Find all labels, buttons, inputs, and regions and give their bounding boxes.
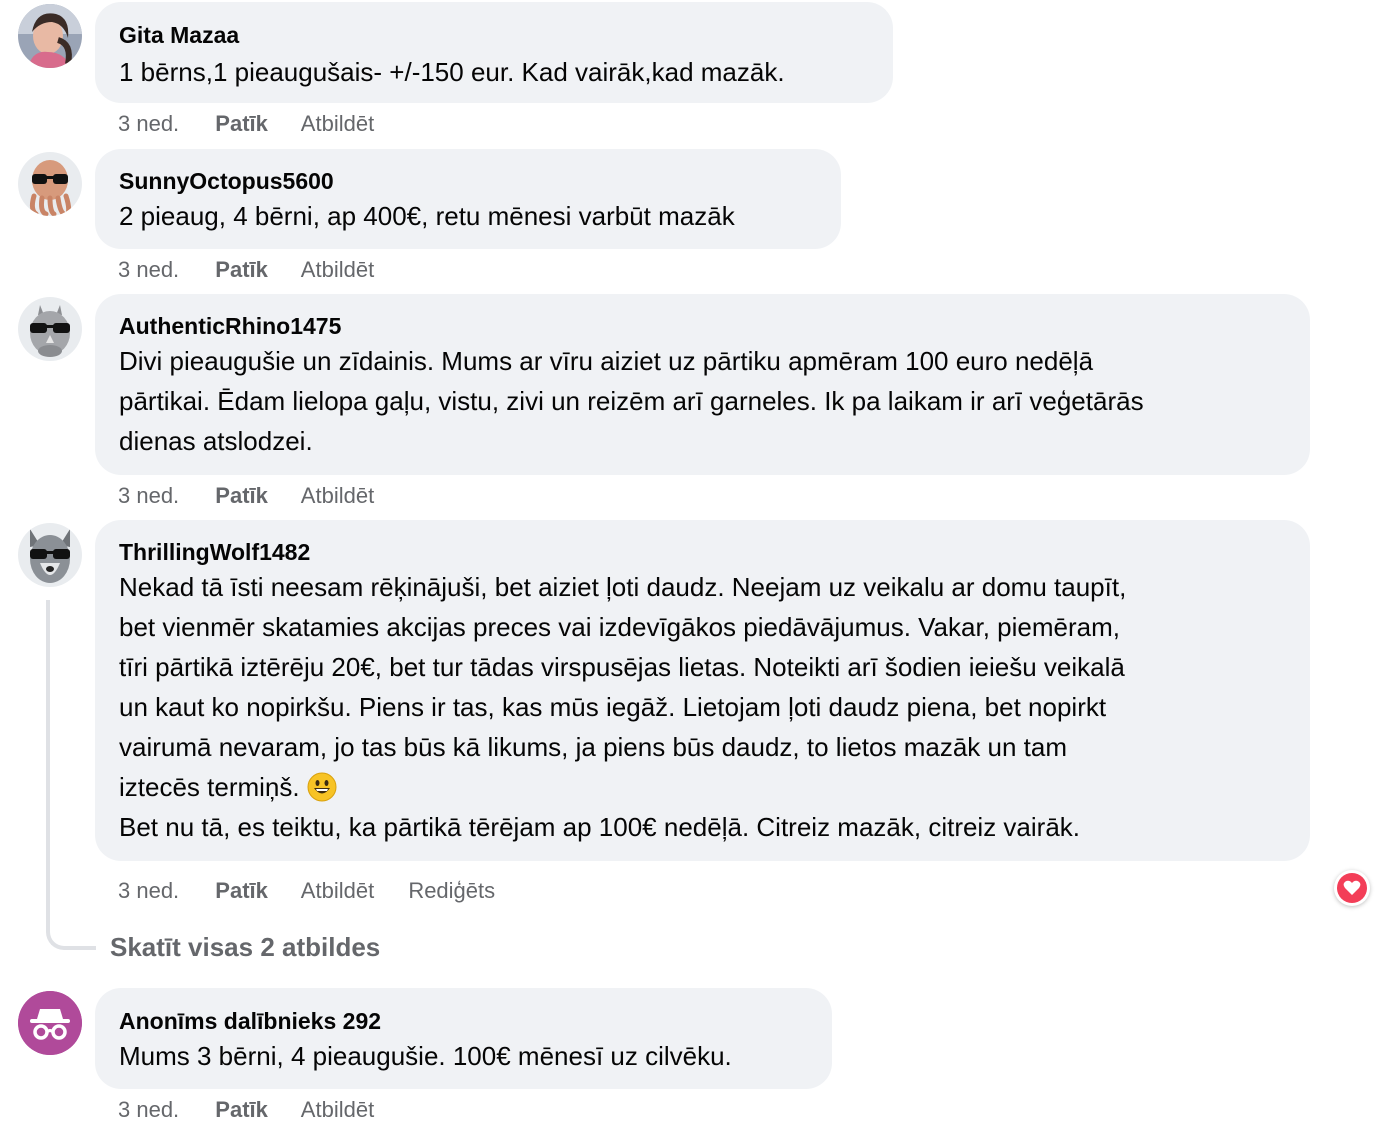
heart-reaction-icon — [1337, 873, 1367, 903]
reply-button[interactable]: Atbildēt — [300, 257, 375, 282]
like-button[interactable]: Patīk — [215, 111, 268, 136]
comment-bubble — [95, 988, 832, 1089]
comment-text-line: 1 bērns,1 pieaugušais- +/-150 eur. Kad vairāk,kad mazāk. — [119, 57, 785, 87]
avatar[interactable] — [18, 523, 82, 587]
like-button[interactable]: Patīk — [215, 878, 268, 903]
comment-actions — [118, 482, 402, 510]
comment-text-line: bet vienmēr skatamies akcijas preces vai izdevīgākos piedāvājumus. Vakar, piemēram, — [119, 612, 1120, 642]
reaction-badge[interactable] — [1334, 870, 1370, 906]
octopus-sunglasses-avatar-icon — [18, 152, 82, 216]
edited-label[interactable]: Rediģēts — [408, 878, 496, 903]
like-button[interactable]: Patīk — [215, 1097, 268, 1122]
reply-button[interactable]: Atbildēt — [300, 111, 375, 136]
comment-text-line: Mums 3 bērni, 4 pieaugušie. 100€ mēnesī uz cilvēku. — [119, 1041, 732, 1071]
comment-text-line: 2 pieaug, 4 bērni, ap 400€, retu mēnesi varbūt mazāk — [119, 201, 735, 231]
like-button[interactable]: Patīk — [215, 483, 268, 508]
comment-timestamp[interactable]: 3 ned. — [118, 257, 180, 282]
avatar[interactable] — [18, 297, 82, 361]
comment-author[interactable]: AuthenticRhino1475 — [119, 313, 342, 339]
avatar-photo-icon — [18, 4, 82, 68]
grinning-face-emoji-icon — [307, 772, 337, 802]
avatar[interactable] — [18, 4, 82, 68]
comment-actions — [118, 110, 402, 138]
comment-text — [119, 196, 817, 236]
comment-actions — [118, 256, 402, 284]
anonymous-incognito-icon — [18, 991, 82, 1055]
comment-text — [119, 567, 1286, 847]
comment-timestamp[interactable]: 3 ned. — [118, 1097, 180, 1122]
comment-author[interactable]: Anonīms dalībnieks 292 — [119, 1008, 382, 1034]
comment-actions — [118, 877, 523, 905]
comment-actions — [118, 1096, 402, 1124]
comment-timestamp[interactable]: 3 ned. — [118, 483, 180, 508]
heart-icon — [1343, 880, 1361, 896]
avatar[interactable] — [18, 152, 82, 216]
comment-bubble — [95, 2, 893, 103]
comment-text-line: tīri pārtikā iztērēju 20€, bet tur tādas virspusējas lietas. Noteikti arī šodien ieiešu veikalā — [119, 652, 1125, 682]
comment-text — [119, 341, 1286, 461]
view-all-replies-link[interactable]: Skatīt visas 2 atbildes — [110, 932, 381, 962]
comment-author[interactable]: SunnyOctopus5600 — [119, 168, 334, 194]
comment-text-line-with-emoji — [119, 767, 1286, 807]
comment-text-line: pārtikai. Ēdam lielopa gaļu, vistu, zivi un reizēm arī garneles. Ik pa laikam ir arī veģetārās — [119, 386, 1144, 416]
comment-text — [119, 52, 869, 92]
reply-thread-connector — [46, 600, 96, 950]
comment-author[interactable]: ThrillingWolf1482 — [119, 539, 311, 565]
avatar[interactable] — [18, 991, 82, 1055]
reply-button[interactable]: Atbildēt — [300, 483, 375, 508]
comment-text — [119, 1036, 808, 1076]
rhino-sunglasses-avatar-icon — [18, 297, 82, 361]
comment-text-line: vairumā nevaram, jo tas būs kā likums, ja piens būs daudz, to lietos mazāk un tam — [119, 732, 1067, 762]
comment-bubble — [95, 294, 1310, 475]
comment-bubble — [95, 520, 1310, 861]
comment-text-line: Divi pieaugušie un zīdainis. Mums ar vīru aiziet uz pārtiku apmēram 100 euro nedēļā — [119, 346, 1094, 376]
like-button[interactable]: Patīk — [215, 257, 268, 282]
comment-timestamp[interactable]: 3 ned. — [118, 111, 180, 136]
comment-author[interactable]: Gita Mazaa — [119, 22, 240, 48]
comment-text-line: Bet nu tā, es teiktu, ka pārtikā tērējam ap 100€ nedēļā. Citreiz mazāk, citreiz vairāk. — [119, 812, 1081, 842]
comment-text-line: un kaut ko nopirkšu. Piens ir tas, kas mūs iegāž. Lietojam ļoti daudz piena, bet nopirkt — [119, 692, 1107, 722]
comment-bubble — [95, 149, 841, 249]
reply-button[interactable]: Atbildēt — [300, 878, 375, 903]
comment-text-line: Nekad tā īsti neesam rēķinājuši, bet aiziet ļoti daudz. Neejam uz veikalu ar domu taupīt, — [119, 572, 1127, 602]
comment-timestamp[interactable]: 3 ned. — [118, 878, 180, 903]
comment-text-segment: iztecēs termiņš. — [119, 772, 300, 802]
wolf-sunglasses-avatar-icon — [18, 523, 82, 587]
comment-text-line: dienas atslodzei. — [119, 426, 313, 456]
reply-button[interactable]: Atbildēt — [300, 1097, 375, 1122]
